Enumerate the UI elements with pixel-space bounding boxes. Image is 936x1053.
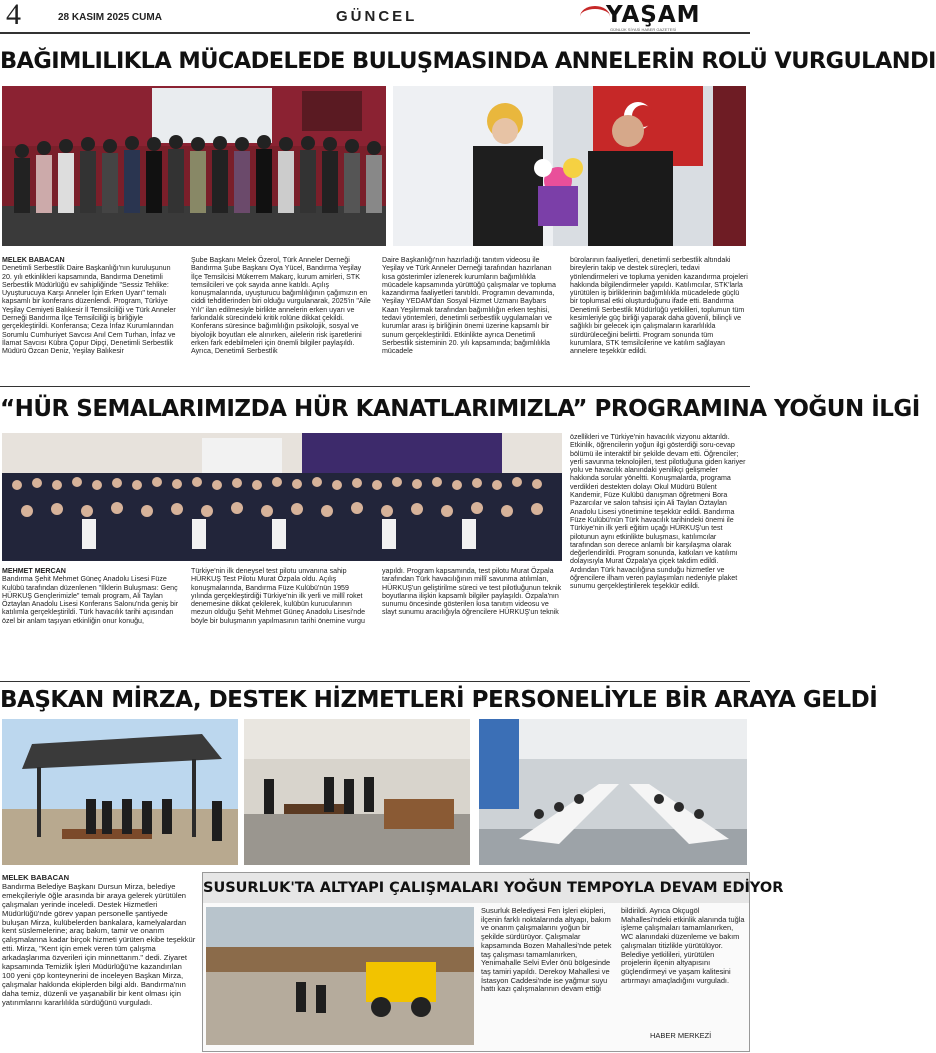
logo-tagline: GÜNLÜK SİYASİ HABER GAZETESİ — [610, 27, 677, 32]
article2-photo-audience — [2, 433, 562, 561]
article4-signature: HABER MERKEZİ — [650, 1031, 712, 1040]
article-divider-2 — [0, 681, 750, 682]
article4-photo-construction — [206, 907, 474, 1045]
article3-text: Bandırma Belediye Başkanı Dursun Mirza, belediye emekçileriyle öğle arasında bir araya gelerek yürütülen çalışmaları yerinde inceledi. Destek Hizmetleri Müdürlüğü'nde görev yapan personelle şantiyede buluşan Mirza, kulübelerden bankalara, kamelyalardan kent süslemelerine; araç bakım, tamir ve onarım çalışmalarına kadar birçok hizmeti yürüten ekibe teşekkür etti. Mirza, "Kent için emek veren tüm çalışma arkadaşlarıma özverileri için minnettarım." dedi. Ziyaret kapsamında Temizlik İşleri Müdürlüğü'ne kazandırılan 100 yeni çöp konteynerini de inceleyen Başkan Mirza, çalışmalar hakkında ekiplerden bilgi aldı. Bandırma'nın daha temiz, düzenli ve yaşanabilir bir kent olması için yatırımlarını kararlılıkla sürdüğünü vurguladı. — [2, 881, 196, 1007]
issue-date: 28 KASIM 2025 CUMA — [58, 12, 162, 23]
article1-column-3 — [382, 256, 562, 380]
article2-column-1 — [2, 567, 182, 677]
article4-column-1 — [481, 907, 613, 1045]
article3-column-1 — [2, 874, 196, 1050]
article1-column-1 — [2, 256, 182, 380]
article2-text-1: Bandırma Şehit Mehmet Güneç Anadolu Lisesi Füze Kulübü tarafından düzenlenen "İlklerin Buluşması: Genç HÜRKUŞ Gençlerimizle" temalı program, Ali Taylan Öztaylan Anadolu Lisesi Konferans Salonu'nda geniş bir katılımla gerçekleştirildi. Türk havacılık tarihi açısından özel bir anlam taşıyan etkinliğin onur konuğu, — [2, 575, 179, 625]
newspaper-logo — [576, 2, 744, 30]
article1-column-2 — [191, 256, 371, 380]
article1-text-2: Şube Başkanı Melek Özerol, Türk Anneler Derneği Bandırma Şube Başkanı Oya Yücel, Bandırma Yeşilay İlçe Temsilcisi Mükerrem Makarç, kurum amirleri, STK temsilcileri ve çok sayıda anne katıldı. Açılış konuşmalarında, uyuşturucu bağımlılığının çağımızın en ciddi tehditlerinden biri olduğu vurgulanarak, 2025'in "Aile Yılı" ilan edilmesiyle birlikte annelerin erken uyarı ve farkındalık sürecindeki kritik rolüne dikkat çekildi. Konferans süresince bağımlılığın psikolojik, sosyal ve biyolojik boyutları ele alınırken, ailelerin risk işaretlerini erken fark edebilmeleri için önemli bilgiler paylaşıldı. Ayrıca, Denetimli Serbestlik — [191, 256, 371, 356]
article1-author: MELEK BABACAN — [2, 256, 65, 264]
article1-text-1: Denetimli Serbestlik Daire Başkanlığı'nın kuruluşunun 20. yılı etkinlikleri kapsamında, Bandırma Denetimli Serbestlik Müdürlüğü ev sahipliğinde "Sessiz Tehlike: Uyuşturucuya Karşı Anneler İçin Erken Uyarı" temalı kapsamlı bir konferans düzenlendi. Program, Türkiye Yeşilay Cemiyeti Balıkesir İl Temsilciliği ve Türk Anneler Derneği Bandırma İlçe Temsilciliği iş birliğiyle gerçekleştirildi. Konferansa; Ceza İnfaz Kurumlarından Sorumlu Cumhuriyet Savcısı Anıl Cem Turhan, İnfaz ve İlamat Savcısı Kübra Çopur Dipçi, Denetimli Serbestlik Müdürü Özcan Deniz, Yeşilay Balıkesir — [2, 264, 176, 356]
article1-column-4 — [570, 256, 748, 380]
article3-photo-outdoor — [2, 719, 238, 865]
article3-photo-workshop — [244, 719, 470, 865]
article1-headline: BAĞIMLILIKLA MÜCADELEDE BULUŞMASINDA ANNELERİN ROLÜ VURGULANDI — [0, 48, 936, 74]
article-divider-1 — [0, 386, 750, 387]
article3-headline: BAŞKAN MİRZA, DESTEK HİZMETLERİ PERSONELİYLE BİR ARAYA GELDİ — [0, 687, 878, 713]
article2-headline: “HÜR SEMALARIMIZDA HÜR KANATLARIMIZLA” PROGRAMINA YOĞUN İLGİ — [0, 396, 920, 422]
article2-text-3: yapıldı. Program kapsamında, test pilotu Murat Özpala tarafından Türk havacılığının millî savunma atılımları, HÜRKUŞ'un geliştirilme süreci ve test pilotluğunun teknik boyutlarına ilişkin kapsamlı bilgiler paylaşıldı. Özpala'nın sunumu öncesinde gösterilen kısa tanıtım videosu ve slayt sunumu aracılığıyla öğrencilere HÜRKUŞ'un teknik — [382, 567, 562, 617]
article2-author: MEHMET MERCAN — [2, 567, 66, 575]
section-title: GÜNCEL — [336, 8, 418, 25]
top-rule — [0, 32, 750, 34]
article3-photo-dining — [479, 719, 747, 865]
article3-author: MELEK BABACAN — [2, 873, 70, 882]
masthead — [0, 0, 750, 30]
article4-text-2: bildirildi. Ayrıca Okçugöl Mahallesi'ndeki etkinlik alanında tuğla işleme çalışmaları tamamlanırken, WC alanındaki düzenleme ve bakım çalışmaları titizlikle yürütülüyor. Belediye yetkilileri, yürütülen projelerin ilçenin altyapısını güçlendirmeyi ve yaşam kalitesini artırmayı amaçladığını vurguladı. — [621, 906, 745, 985]
article4-text-1: Susurluk Belediyesi Fen İşleri ekipleri, ilçenin farklı noktalarında altyapı, bakım ve onarım çalışmalarını yoğun bir şekilde sürdürüyor. Çalışmalar kapsamında Bozen Mahallesi'nde petek taş çalışması tamamlanırken, Yenimahalle Selvi Evler önü bölgesinde taş tamiri yapıldı. Derekoy Mahallesi ve İstasyon Caddesi'nde ise yağmur suyu hattı kazı çalışmalarının devam ettiği — [481, 906, 612, 994]
article2-column-4 — [570, 433, 748, 677]
article2-text-4: özellikleri ve Türkiye'nin havacılık vizyonu aktarıldı. Etkinlik, öğrencilerin yoğun ilgi gösterdiği soru-cevap bölümü ile interaktif bir şekilde devam etti. Öğrenciler; yerli savunma teknolojileri, test pilotluğuna giden kariyer yolu ve havacılık alanındaki yenilikçi gelişmeler hakkında sorular yöneltti. Konuşmalarda, programa verdikleri destekten dolayı Okul Müdürü Bülent Kandemir, Füze Kulübü danışman öğretmeni Bora Pazarcılar ve salon tahsisi için Ali Taylan Öztaylan Anadolu Lisesi yönetimine teşekkür edildi. Bandırma Füze Kulübü'nün Türk havacılık tarihindeki önemi ile Türkiye'nin ilk yerli eğitim uçağı HÜRKUŞ'un test pilotunun aynı etkinlikte buluşması, katılımcılar tarafından son derece anlamlı bir karşılaşma olarak değerlendirildi. Program sonunda, katkıları ve katılımı dolayısıyla Murat Özpala'ya çiçek takdim edildi. Ardından Türk havacılığına sunduğu hizmetler ve öğrencilere ilham veren paylaşımları nedeniyle plaket sunumu gerçekleştirilerek teşekkür edildi. — [570, 433, 746, 591]
article1-photo-flowers — [393, 86, 746, 246]
page-number: 4 — [6, 0, 21, 31]
article4-column-2 — [621, 907, 745, 1027]
logo-wordmark: YAŞAM — [606, 2, 701, 28]
article2-column-3 — [382, 567, 562, 677]
article2-text-2: Türkiye'nin ilk deneysel test pilotu unvanına sahip HÜRKUŞ Test Pilotu Murat Özpala oldu. Açılış konuşmalarında, Bandırma Füze Kulübü'nün 1959 yılında gerçekleştirdiği Türkiye'nin ilk yerli ve millî roket denemesine dikkat çekilerek, kulübün kurucularının mezun olduğu Şehit Mehmet Güneç Anadolu Lisesi'nde böyle bir buluşmanın yapılmasının tarihi önemine vurgu — [191, 567, 366, 625]
article1-photo-group — [2, 86, 386, 246]
article4-headline: SUSURLUK'TA ALTYAPI ÇALIŞMALARI YOĞUN TEMPOYLA DEVAM EDİYOR — [203, 873, 749, 903]
article1-text-3: Daire Başkanlığı'nın hazırladığı tanıtım videosu ile Yeşilay ve Türk Anneler Derneği tarafından hazırlanan kısa gösterimler izlenerek kurumların bağımlılıkla mücadele kapsamında yürüttüğü çalışmalar ve topluma kazandırma faaliyetleri tanıtıldı. Programın devamında, Yeşilay YEDAM'dan Sosyal Hizmet Uzmanı Baybars Kaan Yeşilırmak tarafından bağımlılığın erken teşhisi, tedavi yöntemleri, denetimli serbestlik uygulamaları ve kurumlar arası iş birliğinin önemi üzerine kapsamlı bir sunum gerçekleştirildi. Etkinlikte ayrıca Denetimli Serbestlik sisteminin 20. yılı kapsamında; bağımlılıkla mücadele — [382, 256, 556, 356]
article2-column-2 — [191, 567, 371, 677]
article1-text-4: bürolarının faaliyetleri, denetimli serbestlik altındaki bireylerin takip ve destek süreçleri, tedavi yönlendirmeleri ve topluma yeniden kazandırma projeleri hakkında bilgilendirmeler yapıldı. Katılımcılar, STK'larla yürütülen iş birliklerinin bağımlılıkla mücadelede güçlü bir toplumsal etki oluşturduğunu ifade etti. Bandırma Denetimli Serbestlik Müdürlüğü yetkilileri, toplumun tüm kesimleriyle güç birliği yaparak daha güvenli, bilinçli ve sağlıklı bir gelecek için çalışmaların kararlılıkla sürdürüleceğini belirtti. Program sonunda tüm kurumlara, STK temsilcilerine ve katılım sağlayan annelere teşekkür edildi. — [570, 256, 748, 356]
